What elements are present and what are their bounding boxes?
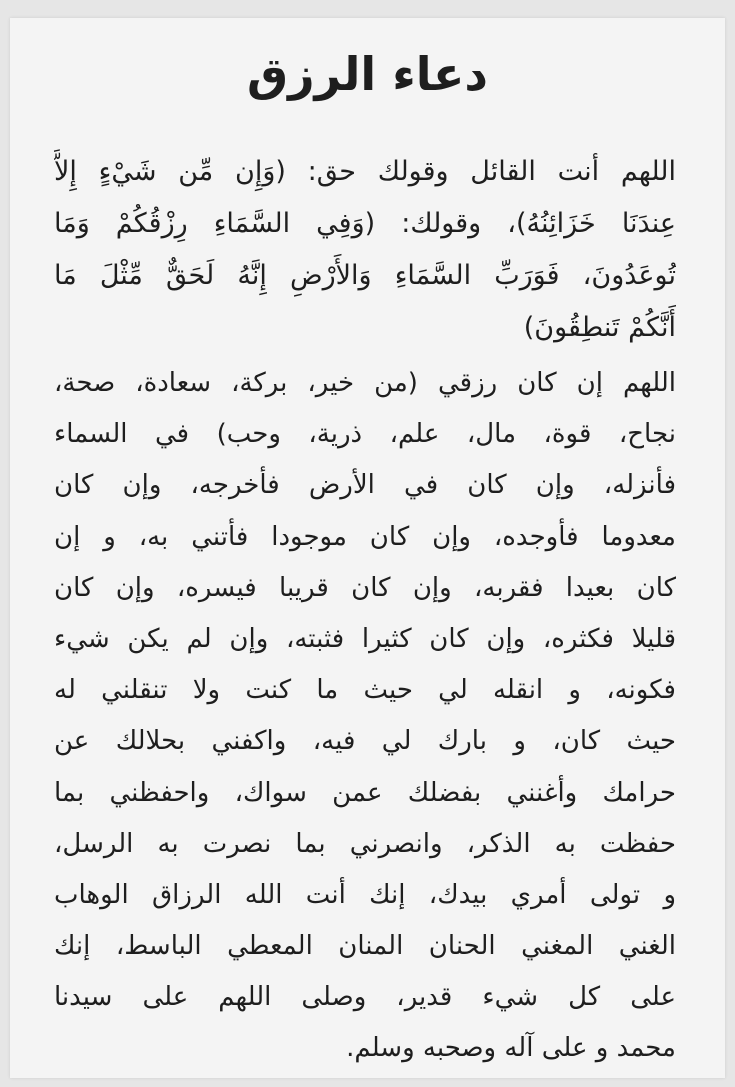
prayer-paragraph — [54, 358, 676, 1075]
text-line: عِندَنَا خَزَائِنُهُ)، وقولك: (وَفِي السَّمَاءِ رِزْقُكُمْ وَمَا — [54, 208, 676, 239]
text-line: كان بعيدا فقربه، وإن كان قريبا فيسره، وإن كان — [54, 572, 676, 603]
text-line: تُوعَدُونَ، فَوَرَبِّ السَّمَاءِ وَالأَرْضِ إِنَّهُ لَحَقٌّ مِّثْلَ مَا — [54, 260, 676, 291]
text-line: محمد و على آله وصحبه وسلم. — [346, 1033, 676, 1064]
document-body — [54, 146, 676, 1075]
verse-paragraph — [54, 146, 676, 354]
document-page — [10, 18, 725, 1078]
text-line: على كل شيء قدير، وصلى اللهم على سيدنا — [54, 982, 676, 1013]
text-line: فكونه، و انقله لي حيث ما كنت ولا تنقلني له — [54, 675, 676, 706]
text-line: حفظت به الذكر، وانصرني بما نصرت به الرسل، — [54, 828, 676, 859]
text-line: نجاح، قوة، مال، علم، ذرية، وحب) في السماء — [54, 419, 676, 450]
document-title: دعاء الرزق — [246, 47, 489, 101]
text-line: حيث كان، و بارك لي فيه، واكفني بحلالك عن — [54, 726, 676, 757]
text-line: قليلا فكثره، وإن كان كثيرا فثبته، وإن لم يكن شيء — [54, 623, 676, 654]
text-line: و تولى أمري بيدك، إنك أنت الله الرزاق الوهاب — [54, 879, 676, 910]
text-line: اللهم إن كان رزقي (من خير، بركة، سعادة، صحة، — [54, 368, 676, 398]
text-line: معدوما فأوجده، وإن كان موجودا فأتني به، و إن — [54, 521, 676, 552]
text-line: اللهم أنت القائل وقولك حق: (وَإِن مِّن شَيْءٍ إِلاَّ — [54, 156, 676, 187]
text-line: فأنزله، وإن كان في الأرض فأخرجه، وإن كان — [54, 470, 676, 501]
text-line: أَنَّكُمْ تَنطِقُونَ) — [523, 312, 676, 343]
text-line: الغني المغني الحنان المنان المعطي الباسط، إنك — [54, 931, 676, 962]
text-line: حرامك وأغنني بفضلك عمن سواك، واحفظني بما — [54, 777, 676, 808]
